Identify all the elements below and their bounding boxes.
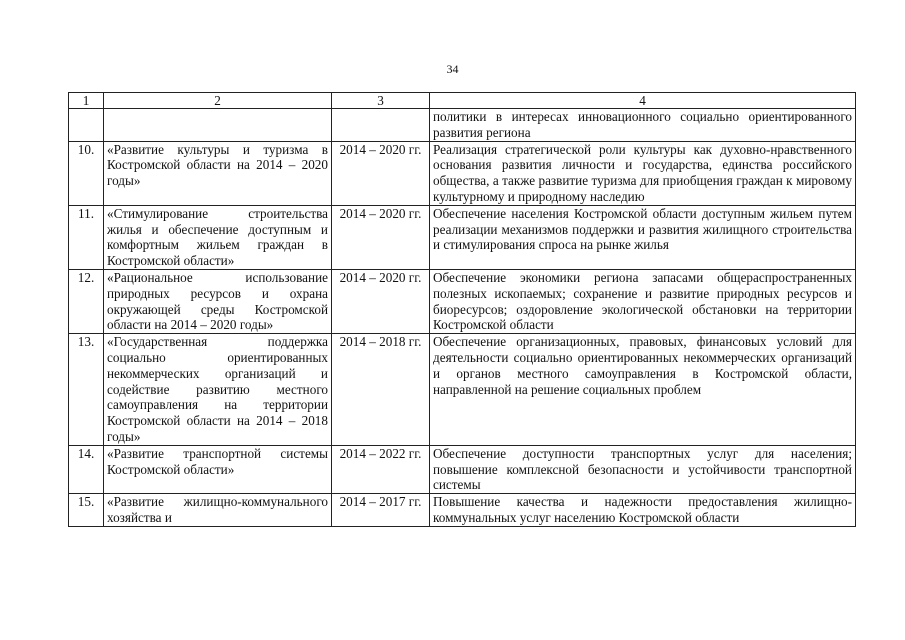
- row-number: 15.: [69, 494, 104, 527]
- table-row: [69, 109, 856, 142]
- table-row: [69, 445, 856, 493]
- program-period: 2014 – 2020 гг.: [332, 141, 430, 205]
- row-number: 13.: [69, 334, 104, 446]
- table-row: [69, 141, 856, 205]
- program-name: «Государственная поддержка социально ориентированных некоммерческих организаций и содействие развитию местного самоуправления на территории Костромской области на 2014 – 2018 годы»: [104, 334, 332, 446]
- table-header-row: [69, 93, 856, 109]
- program-period: 2014 – 2017 гг.: [332, 494, 430, 527]
- row-number: 14.: [69, 445, 104, 493]
- program-name: «Стимулирование строительства жилья и обеспечение доступным и комфортным жильем граждан в Костромской области»: [104, 205, 332, 269]
- column-header-2: 2: [104, 93, 332, 109]
- program-description: Реализация стратегической роли культуры как духовно-нравственного основания развития личности и государства, единства российского общества, а также развитие туризма для приобщения граждан к мировому культурному и природному наследию: [430, 141, 856, 205]
- program-description: Обеспечение доступности транспортных услуг для населения; повышение комплексной безопасности и устойчивости транспортной системы: [430, 445, 856, 493]
- table-row: [69, 334, 856, 446]
- program-period: 2014 – 2018 гг.: [332, 334, 430, 446]
- column-header-4: 4: [430, 93, 856, 109]
- table-row: [69, 494, 856, 527]
- program-description: Обеспечение экономики региона запасами общераспространенных полезных ископаемых; сохранение и развитие природных ресурсов и биоресурсов; оздоровление экологической обстановки на территории Костромской области: [430, 269, 856, 333]
- program-period: 2014 – 2022 гг.: [332, 445, 430, 493]
- program-name: «Рациональное использование природных ресурсов и охрана окружающей среды Костромской области на 2014 – 2020 годы»: [104, 269, 332, 333]
- program-name: «Развитие жилищно-коммунального хозяйства и: [104, 494, 332, 527]
- program-period: 2014 – 2020 гг.: [332, 205, 430, 269]
- row-number: 12.: [69, 269, 104, 333]
- program-name: «Развитие культуры и туризма в Костромской области на 2014 – 2020 годы»: [104, 141, 332, 205]
- program-description: Повышение качества и надежности предоставления жилищно-коммунальных услуг населению Костромской области: [430, 494, 856, 527]
- table-row: [69, 205, 856, 269]
- row-number: [69, 109, 104, 142]
- column-header-3: 3: [332, 93, 430, 109]
- programs-table: [68, 92, 856, 527]
- program-period: 2014 – 2020 гг.: [332, 269, 430, 333]
- program-description: Обеспечение организационных, правовых, финансовых условий для деятельности социально ориентированных некоммерческих организаций и органов местного самоуправления в Костромской области, направленной на решение социальных проблем: [430, 334, 856, 446]
- program-description: Обеспечение населения Костромской области доступным жильем путем реализации механизмов поддержки и развития жилищного строительства и стимулирования спроса на рынке жилья: [430, 205, 856, 269]
- table-row: [69, 269, 856, 333]
- row-number: 10.: [69, 141, 104, 205]
- column-header-1: 1: [69, 93, 104, 109]
- program-name: «Развитие транспортной системы Костромской области»: [104, 445, 332, 493]
- program-period: [332, 109, 430, 142]
- program-name: [104, 109, 332, 142]
- page-number: 34: [446, 62, 459, 76]
- program-description: политики в интересах инновационного социально ориентированного развития региона: [430, 109, 856, 142]
- row-number: 11.: [69, 205, 104, 269]
